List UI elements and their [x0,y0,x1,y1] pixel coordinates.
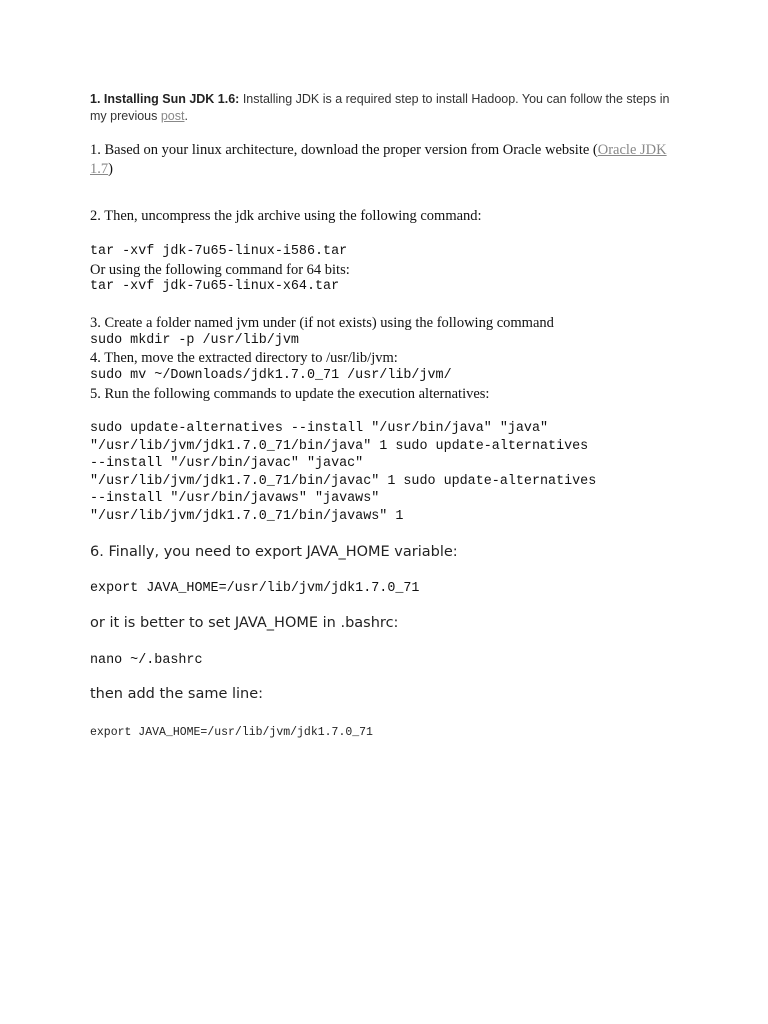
step2-text: 2. Then, uncompress the jdk archive using the following command: [90,208,482,224]
step2-command-64bit: tar -xvf jdk-7u65-linux-x64.tar [90,279,340,294]
step5-command-line: "/usr/lib/jvm/jdk1.7.0_71/bin/java" 1 sudo update-alternatives [90,438,589,454]
step1-text: 1. Based on your linux architecture, download the proper version from Oracle website ( [90,142,598,158]
step6-command: export JAVA_HOME=/usr/lib/jvm/jdk1.7.0_71 [90,581,420,596]
step5-command-line: "/usr/lib/jvm/jdk1.7.0_71/bin/javac" 1 sudo update-alternatives [90,473,597,489]
step3-text: 3. Create a folder named jvm under (if not exists) using the following command [90,315,554,331]
step5-command-block [90,420,596,525]
intro-end: . [184,109,188,123]
step5-command-line: "/usr/lib/jvm/jdk1.7.0_71/bin/javaws" 1 [90,508,404,524]
step5-command-line: --install "/usr/bin/javaws" "javaws" [90,491,380,506]
step5-command-line: sudo update-alternatives --install "/usr/bin/java" "java" [90,421,549,436]
step5-text: 5. Run the following commands to update the execution alternatives: [90,386,490,402]
step1-paragraph [90,141,675,179]
oracle-jdk-link[interactable]: Oracle JDK 1.7 [90,142,667,177]
step6-text: 6. Finally, you need to export JAVA_HOME variable: [90,544,458,560]
add-line-text: then add the same line: [90,686,264,702]
step3-command: sudo mkdir -p /usr/lib/jvm [90,333,299,348]
step1-end: ) [108,161,113,177]
intro-paragraph [90,91,680,125]
intro-text: Installing JDK is a required step to install Hadoop. You can follow the steps in my previous [90,92,670,123]
bashrc-text: or it is better to set JAVA_HOME in .bashrc: [90,615,399,631]
step2-alt-text: Or using the following command for 64 bits: [90,262,350,278]
step2-command-32bit: tar -xvf jdk-7u65-linux-i586.tar [90,244,348,259]
step4-command: sudo mv ~/Downloads/jdk1.7.0_71 /usr/lib/jvm/ [90,368,452,383]
previous-post-link[interactable]: post [160,109,185,123]
step4-text: 4. Then, move the extracted directory to /usr/lib/jvm: [90,350,398,366]
bashrc-export-command: export JAVA_HOME=/usr/lib/jvm/jdk1.7.0_71 [90,726,373,739]
step5-command-line: --install "/usr/bin/javac" "javac" [90,456,364,471]
intro-heading: 1. Installing Sun JDK 1.6: [90,92,240,106]
bashrc-command: nano ~/.bashrc [90,653,203,668]
